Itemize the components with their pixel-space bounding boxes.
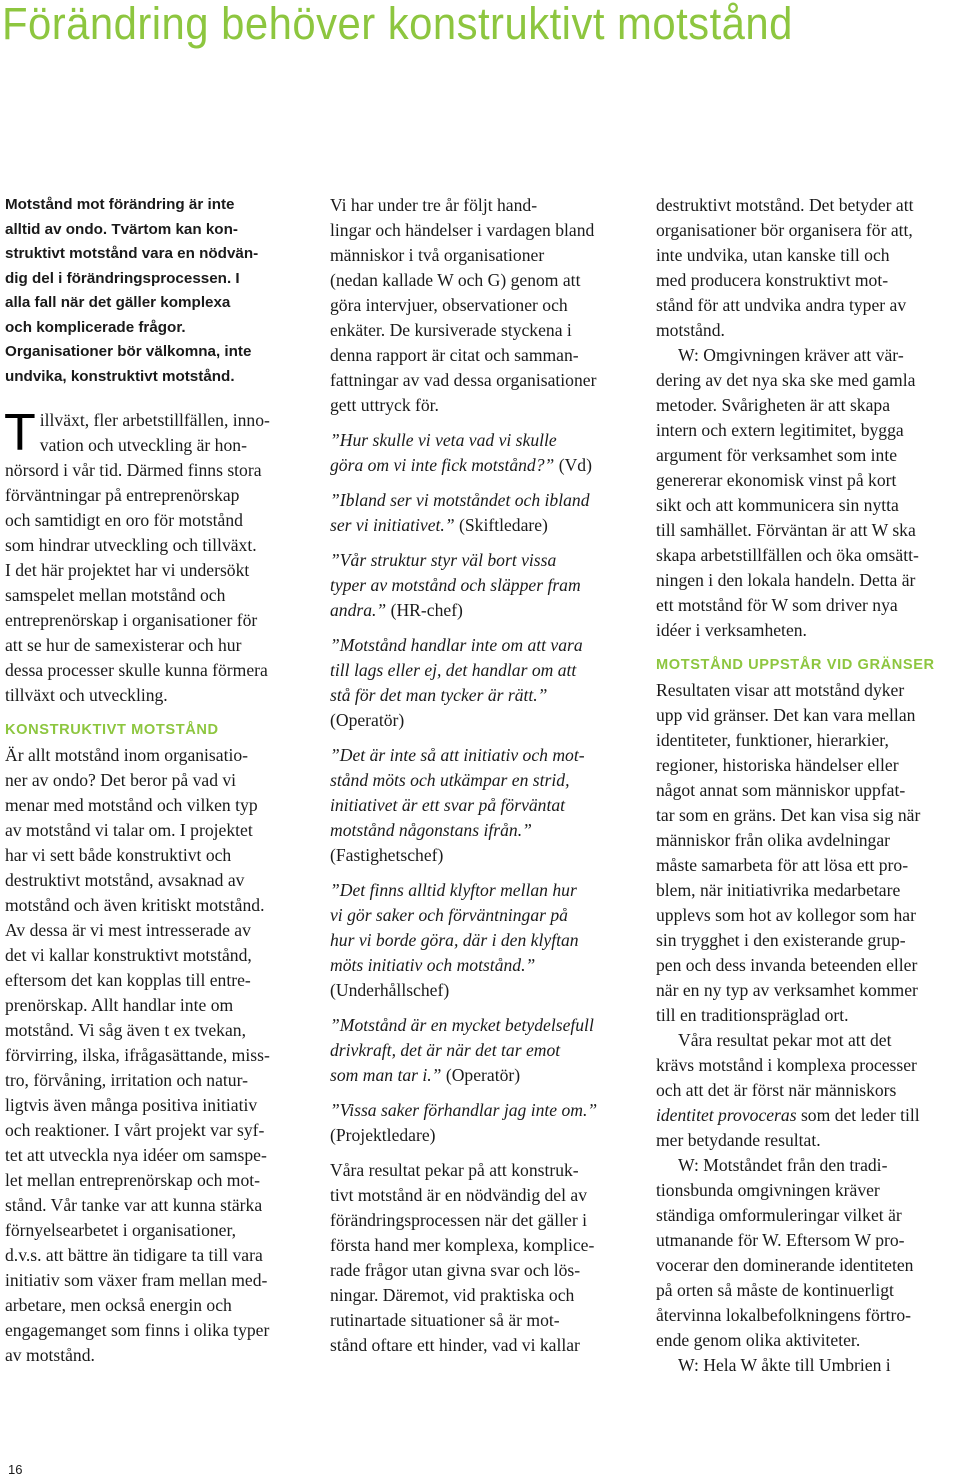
section-heading: KONSTRUKTIVT MOTSTÅND	[5, 722, 219, 738]
quote-line: möts initiativ och motstånd.”	[330, 955, 536, 975]
text-line: arbetare, men också energin och	[5, 1295, 232, 1315]
text-line: initiativ som växer fram mellan med-	[5, 1270, 268, 1290]
lead-line: och komplicerade frågor.	[5, 318, 186, 336]
text-line: eftersom det kan kopplas till entre-	[5, 970, 251, 990]
text-line: upp vid gränser. Det kan vara mellan	[656, 705, 916, 725]
lead-line: Motstånd mot förändring är inte	[5, 196, 235, 213]
body-paragraph	[656, 193, 958, 343]
text-line: nörsord i vår tid. Därmed finns stora	[5, 460, 262, 480]
text-line: Vi har under tre år följt hand-	[330, 195, 538, 215]
quote-line: ser vi initiativet.”	[330, 515, 455, 535]
text-line: måste samarbeta för att lösa ett pro-	[656, 855, 909, 875]
text-line: motstånd och även kritiskt motstånd.	[5, 895, 265, 915]
text-line: ligtvis även många positiva initiativ	[5, 1095, 258, 1115]
quote-source: (HR-chef)	[386, 600, 463, 620]
text-line: ett motstånd för W som driver nya	[656, 595, 898, 615]
text-line: pen och dess invanda beteenden eller	[656, 955, 918, 975]
text-line: dering av det nya ska ske med gamla	[656, 370, 916, 390]
quote-line: till lags eller ej, det handlar om att	[330, 660, 577, 680]
body-paragraph	[656, 678, 958, 1028]
text-line: entreprenörskap i organisationer för	[5, 610, 258, 630]
text-line: Av dessa är vi mest intresserade av	[5, 920, 251, 940]
quote	[330, 548, 635, 623]
quote-line: som man tar i.”	[330, 1065, 442, 1085]
page-title: Förändring behöver konstruktivt motstånd	[2, 0, 793, 49]
text-line: av motstånd.	[5, 1345, 95, 1365]
body-paragraph	[656, 1153, 958, 1353]
text-line: rutinartade situationer så är mot-	[330, 1310, 560, 1330]
italic-phrase: identitet provoceras	[656, 1105, 797, 1125]
quote-line: drivkraft, det är när det tar emot	[330, 1040, 561, 1060]
text-line: destruktivt motstånd. Det betyder att	[656, 195, 914, 215]
body-paragraph	[656, 1028, 958, 1153]
text-line: förvirring, ilska, ifrågasättande, miss-	[5, 1045, 270, 1065]
text-line: illväxt, fler arbetstillfällen, inno-	[39, 410, 270, 430]
intro-paragraph	[4, 404, 310, 708]
lead-line: Organisationer bör välkomna, inte	[5, 343, 252, 360]
lead-paragraph	[5, 193, 310, 389]
lead-line: alltid av ondo. Tvärtom kan kon-	[5, 220, 238, 238]
text-line: enkäter. De kursiverade styckena i	[330, 320, 572, 340]
text-line: Är allt motstånd inom organisatio-	[5, 745, 249, 765]
text-line: skapa arbetstillfällen och öka omsätt-	[656, 545, 919, 565]
lead-line: dig del i förändringsprocessen. I	[5, 269, 240, 287]
lead-line: undvika, konstruktivt motstånd.	[5, 367, 235, 385]
text-line: blem, när initiativrika medarbetare	[656, 880, 901, 900]
text-line: identiteter, funktioner, hierarkier,	[656, 730, 889, 750]
body-paragraph	[656, 1353, 958, 1378]
text-line: lingar och händelser i vardagen bland	[330, 220, 595, 240]
text-line: inte undvika, utan kanske till och	[656, 245, 890, 265]
quote-line: göra om vi inte fick motstånd?”	[330, 455, 555, 475]
text-line: W: Omgivningen kräver att vär-	[678, 345, 904, 365]
quote-source: (Projektledare)	[330, 1125, 436, 1145]
text-line: med producera konstruktivt mot-	[656, 270, 889, 290]
text-fragment: som det leder till	[796, 1105, 920, 1125]
body-paragraph	[5, 743, 310, 1368]
text-line: något annat som människor uppfat-	[656, 780, 906, 800]
quote-source: (Operatör)	[330, 710, 405, 730]
quote-line: ”Det finns alltid klyftor mellan hur	[330, 880, 577, 900]
text-line: genererar ekonomisk vinst på kort	[656, 470, 897, 490]
quote-line: hur vi borde göra, där i den klyftan	[330, 930, 579, 950]
text-line: Våra resultat pekar mot att det	[678, 1030, 892, 1050]
text-line: stånd oftare ett hinder, vad vi kallar	[330, 1335, 580, 1355]
quote-line: ”Motstånd handlar inte om att vara	[330, 635, 583, 655]
quote	[330, 878, 635, 1003]
text-line: till en traditionspräglad ort.	[656, 1005, 849, 1025]
quote-source: (Operatör)	[441, 1065, 521, 1085]
quote	[330, 1013, 635, 1088]
quote-line: ”Ibland ser vi motståndet och ibland	[330, 490, 590, 510]
text-line: förändringsprocessen när det gäller i	[330, 1210, 587, 1230]
text-line: första hand mer komplexa, komplice-	[330, 1235, 595, 1255]
text-line: W: Hela W åkte till Umbrien i	[678, 1355, 891, 1375]
text-line: människor från olika avdelningar	[656, 830, 891, 850]
quote-line: vi gör saker och förväntningar på	[330, 905, 568, 925]
quote-source: (Vd)	[554, 455, 592, 475]
quote	[330, 428, 635, 478]
quote-line: stånd möts och utkämpar en strid,	[330, 770, 570, 790]
text-line: Våra resultat pekar på att konstruk-	[330, 1160, 579, 1180]
text-line: argument för verksamhet som inte	[656, 445, 898, 465]
text-line: mer betydande resultat.	[656, 1130, 821, 1150]
drop-cap: T	[4, 404, 36, 462]
body-paragraph	[330, 1158, 635, 1358]
text-line: ner av ondo? Det beror på vad vi	[5, 770, 237, 790]
quote-line: stå för det man tycker är rätt.”	[330, 685, 548, 705]
text-line: tet att utveckla nya idéer om samspe-	[5, 1145, 267, 1165]
lead-line: alla fall när det gäller komplexa	[5, 294, 231, 311]
text-line: det vi kallar konstruktivt motstånd,	[5, 945, 252, 965]
intro-paragraph	[330, 193, 635, 418]
text-line: motstånd. Vi såg även t ex tvekan,	[5, 1020, 246, 1040]
column-3	[656, 193, 958, 1378]
text-line: stånd för att undvika andra typer av	[656, 295, 907, 315]
text-line: Resultaten visar att motstånd dyker	[656, 680, 905, 700]
text-line: tro, förvåning, irritation och natur-	[5, 1070, 248, 1090]
text-line: gett uttryck för.	[330, 395, 439, 415]
text-line: förväntningar på entreprenörskap	[5, 485, 240, 505]
quote-line: ”Motstånd är en mycket betydelsefull	[330, 1015, 594, 1035]
text-line: I det här projektet har vi undersökt	[5, 560, 250, 580]
text-line: tillväxt och utveckling.	[5, 685, 168, 705]
quote-source: (Fastighetschef)	[330, 845, 444, 865]
quote	[330, 488, 635, 538]
text-line: denna rapport är citat och samman-	[330, 345, 579, 365]
text-line: människor i två organisationer	[330, 245, 545, 265]
quote-line: ”Hur skulle vi veta vad vi skulle	[330, 430, 557, 450]
quote	[330, 633, 635, 733]
text-line: metoder. Svårigheten är att skapa	[656, 395, 891, 415]
quote-line: ”Det är inte så att initiativ och mot-	[330, 745, 585, 765]
text-line: tionsbunda omgivningen kräver	[656, 1180, 880, 1200]
column-2	[330, 193, 635, 1358]
quote-line: initiativet är ett svar på förväntat	[330, 795, 566, 815]
section-heading: MOTSTÅND UPPSTÅR VID GRÄNSER	[656, 657, 935, 673]
text-line: av motstånd vi talar om. I projektet	[5, 820, 253, 840]
text-line: prenörskap. Allt handlar inte om	[5, 995, 234, 1015]
text-line: intern och extern legitimitet, bygga	[656, 420, 904, 440]
text-line: som hindrar utveckling och tillväxt.	[5, 535, 257, 555]
text-line: när en ny typ av verksamhet kommer	[656, 980, 918, 1000]
text-line: motstånd.	[656, 320, 725, 340]
lead-line: struktivt motstånd vara en nödvän-	[5, 245, 259, 262]
text-line: regioner, historiska händelser eller	[656, 755, 899, 775]
text-line: ende genom olika aktiviteter.	[656, 1330, 861, 1350]
page-number: 16	[8, 1462, 23, 1477]
text-line: tar som en gräns. Det kan visa sig när	[656, 805, 921, 825]
text-line: och reaktioner. I vårt projekt var syf-	[5, 1120, 265, 1140]
text-line: menar med motstånd och vilken typ	[5, 795, 258, 815]
text-line: fattningar av vad dessa organisationer	[330, 370, 597, 390]
text-line: ständiga omformuleringar vilket är	[656, 1205, 902, 1225]
text-line: och samtidigt en oro för motstånd	[5, 510, 243, 530]
text-line: samspelet mellan motstånd och	[5, 585, 226, 605]
text-line: (nedan kallade W och G) genom att	[330, 270, 581, 290]
text-line: let mellan entreprenörskap och mot-	[5, 1170, 261, 1190]
text-line: engagemanget som finns i olika typer	[5, 1320, 270, 1340]
text-line: d.v.s. att bättre än tidigare ta till vara	[5, 1245, 263, 1265]
quote-source: (Skiftledare)	[454, 515, 548, 535]
text-line: utmanande för W. Eftersom W pro-	[656, 1230, 905, 1250]
text-line: på orten så måste de kontinuerligt	[656, 1280, 894, 1300]
text-line: destruktivt motstånd, avsaknad av	[5, 870, 245, 890]
body-paragraph	[656, 343, 958, 643]
text-line: ningen i den lokala handeln. Detta är	[656, 570, 916, 590]
quote	[330, 743, 635, 868]
text-line: och att det är först när människors	[656, 1080, 897, 1100]
text-line: tivt motstånd är en nödvändig del av	[330, 1185, 588, 1205]
column-1	[5, 193, 310, 1368]
text-line: organisationer bör organisera för att,	[656, 220, 913, 240]
text-line: W: Motståndet från den tradi-	[678, 1155, 888, 1175]
text-line: sikt och att kommunicera sin nytta	[656, 495, 899, 515]
quote-source: (Underhållschef)	[330, 980, 450, 1000]
text-line: till samhället. Förväntan är att W ska	[656, 520, 916, 540]
text-line: att se hur de samexisterar och hur	[5, 635, 242, 655]
quote-line: motstånd någonstans ifrån.”	[330, 820, 532, 840]
quote-line: typer av motstånd och släpper fram	[330, 575, 581, 595]
quote	[330, 1098, 635, 1148]
text-line: dessa processer skulle kunna förmera	[5, 660, 268, 680]
text-line: upplevs som hot av kollegor som har	[656, 905, 916, 925]
text-line: återvinna lokalbefolkningens förtro-	[656, 1305, 912, 1325]
text-line: ningar. Däremot, vid praktiska och	[330, 1285, 575, 1305]
text-line: stånd. Vår tanke var att kunna stärka	[5, 1195, 263, 1215]
text-line: krävs motstånd i komplexa processer	[656, 1055, 917, 1075]
text-line: vation och utveckling är hon-	[39, 435, 247, 455]
text-line: göra intervjuer, observationer och	[330, 295, 568, 315]
quote-line: ”Vissa saker förhandlar jag inte om.”	[330, 1100, 598, 1120]
text-line: sin trygghet i den existerande grup-	[656, 930, 906, 950]
text-line: förnyelsearbetet i organisationer,	[5, 1220, 237, 1240]
text-line: idéer i verksamheten.	[656, 620, 807, 640]
text-line: har vi sett både konstruktivt och	[5, 845, 232, 865]
quote-line: andra.”	[330, 600, 387, 620]
text-line: rade frågor utan givna svar och lös-	[330, 1260, 581, 1280]
quote-line: ”Vår struktur styr väl bort vissa	[330, 550, 557, 570]
text-line: vocerar den dominerande identiteten	[656, 1255, 914, 1275]
